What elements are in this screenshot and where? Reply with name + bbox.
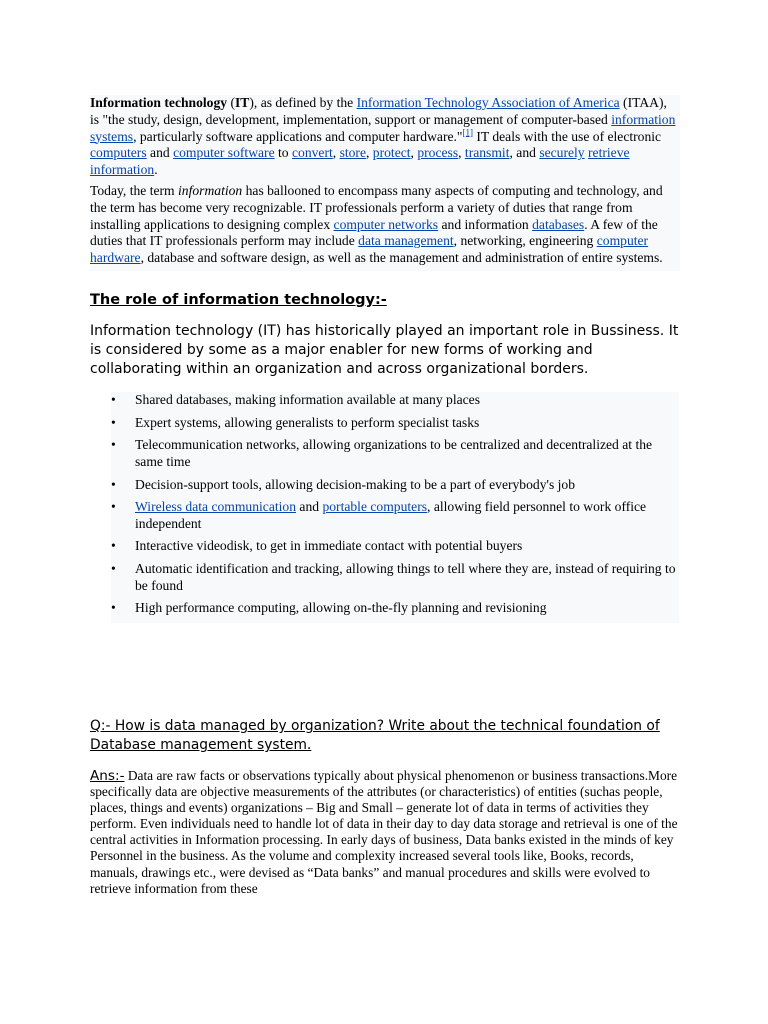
link-computer-software[interactable]: computer software <box>173 145 275 161</box>
answer-label: Ans:- <box>90 768 125 784</box>
intro-paragraph-1: Information technology (IT), as defined by the Information Technology Association of America (ITAA), is "the study, design, development, implementation, support or management of computer-based information systems, particularly software applications and computer hardware."[1] IT deals with the use of electronic computers and computer software to convert, store, protect, process, transmit, and securely retrieve information. <box>90 95 676 178</box>
intro-paragraph-2: Today, the term information has ballooned to encompass many aspects of computing and technology, and the term has become very recognizable. IT professionals perform a variety of duties that range from installing applications to designing complex computer networks and information databases. A few of the duties that IT professionals perform may include data management, networking, engineering computer hardware, database and software design, as well as the management and administration of entire systems. <box>90 182 663 266</box>
link-databases[interactable]: databases <box>532 216 585 232</box>
bullet-icon: • <box>111 499 116 515</box>
answer-text: Data are raw facts or observations typically about physical phenomenon or business transactions.More specifically data are objective measurements of the attributes (or characteristics) of entities (suchas people, places, things and events) organizations – Big and Small – generate lot of data in terms of activities they perform. Even individuals need to handle lot of data in their day to day data storage and retrieval is one of the central activities in Information processing. In early days of business, Data banks existed in the minds of key Personnel in the business. As the volume and complexity increased several tools like, Books, records, manuals, drawings etc., were devised as “Data banks” and manual procedures and skills were evolved to retrieve information from these <box>90 768 678 896</box>
bullet-icon: • <box>111 538 116 554</box>
list-item: • High performance computing, allowing on-the-fly planning and revisioning <box>111 600 547 616</box>
bullet-icon: • <box>111 437 116 453</box>
bullet-icon: • <box>111 414 116 430</box>
link-data-management[interactable]: data management <box>358 233 454 249</box>
link-computer-hardware[interactable]: computer hardware <box>90 233 649 266</box>
term-italic: information <box>178 182 243 198</box>
list-item: • Automatic identification and tracking, allowing things to tell where they are, instead of requiring to be found <box>111 561 676 593</box>
link-wireless-data-communication[interactable]: Wireless data communication <box>135 499 297 515</box>
list-item: • Telecommunication networks, allowing organizations to be centralized and decentralized at the same time <box>111 437 653 469</box>
link-process[interactable]: process <box>417 145 459 161</box>
question-heading: Q:- How is data managed by organization? Write about the technical foundation of Database management system. <box>90 718 660 753</box>
list-item: • Decision-support tools, allowing decision-making to be a part of everybody's job <box>111 476 576 492</box>
link-computers[interactable]: computers <box>90 145 147 161</box>
bullet-icon: • <box>111 392 116 407</box>
bullet-icon: • <box>111 561 116 577</box>
link-retrieve[interactable]: retrieve <box>588 145 630 161</box>
link-itaa[interactable]: Information Technology Association of America <box>356 95 620 110</box>
link-securely[interactable]: securely <box>539 145 585 161</box>
role-paragraph: Information technology (IT) has historically played an important role in Bussiness. It is considered by some as a major enabler for new forms of working and collaborating within an organization and across organizational borders. <box>90 323 679 377</box>
link-information-systems[interactable]: information systems <box>90 111 676 144</box>
link-store[interactable]: store <box>339 145 366 161</box>
bullet-icon: • <box>111 600 116 616</box>
list-item: • Interactive videodisk, to get in immediate contact with potential buyers <box>111 538 523 554</box>
list-item: • Expert systems, allowing generalists to perform specialist tasks <box>111 414 480 430</box>
intro-section <box>90 95 680 271</box>
list-item: • Wireless data communication and portable computers, allowing field personnel to work office independent <box>111 499 647 531</box>
abbr-bold: IT <box>235 95 250 110</box>
link-transmit[interactable]: transmit <box>464 145 510 161</box>
list-item: • Shared databases, making information available at many places <box>111 392 481 407</box>
link-computer-networks[interactable]: computer networks <box>333 216 439 232</box>
role-heading: The role of information technology:- <box>90 292 387 308</box>
term-bold: Information technology <box>90 95 228 110</box>
link-information[interactable]: information <box>90 162 155 178</box>
link-portable-computers[interactable]: portable computers <box>322 499 428 515</box>
bullet-icon: • <box>111 476 116 492</box>
reference-link[interactable]: [1] <box>462 127 473 138</box>
link-convert[interactable]: convert <box>292 145 333 161</box>
role-bullet-list <box>111 392 679 623</box>
answer-paragraph <box>90 768 682 897</box>
link-protect[interactable]: protect <box>372 145 411 161</box>
